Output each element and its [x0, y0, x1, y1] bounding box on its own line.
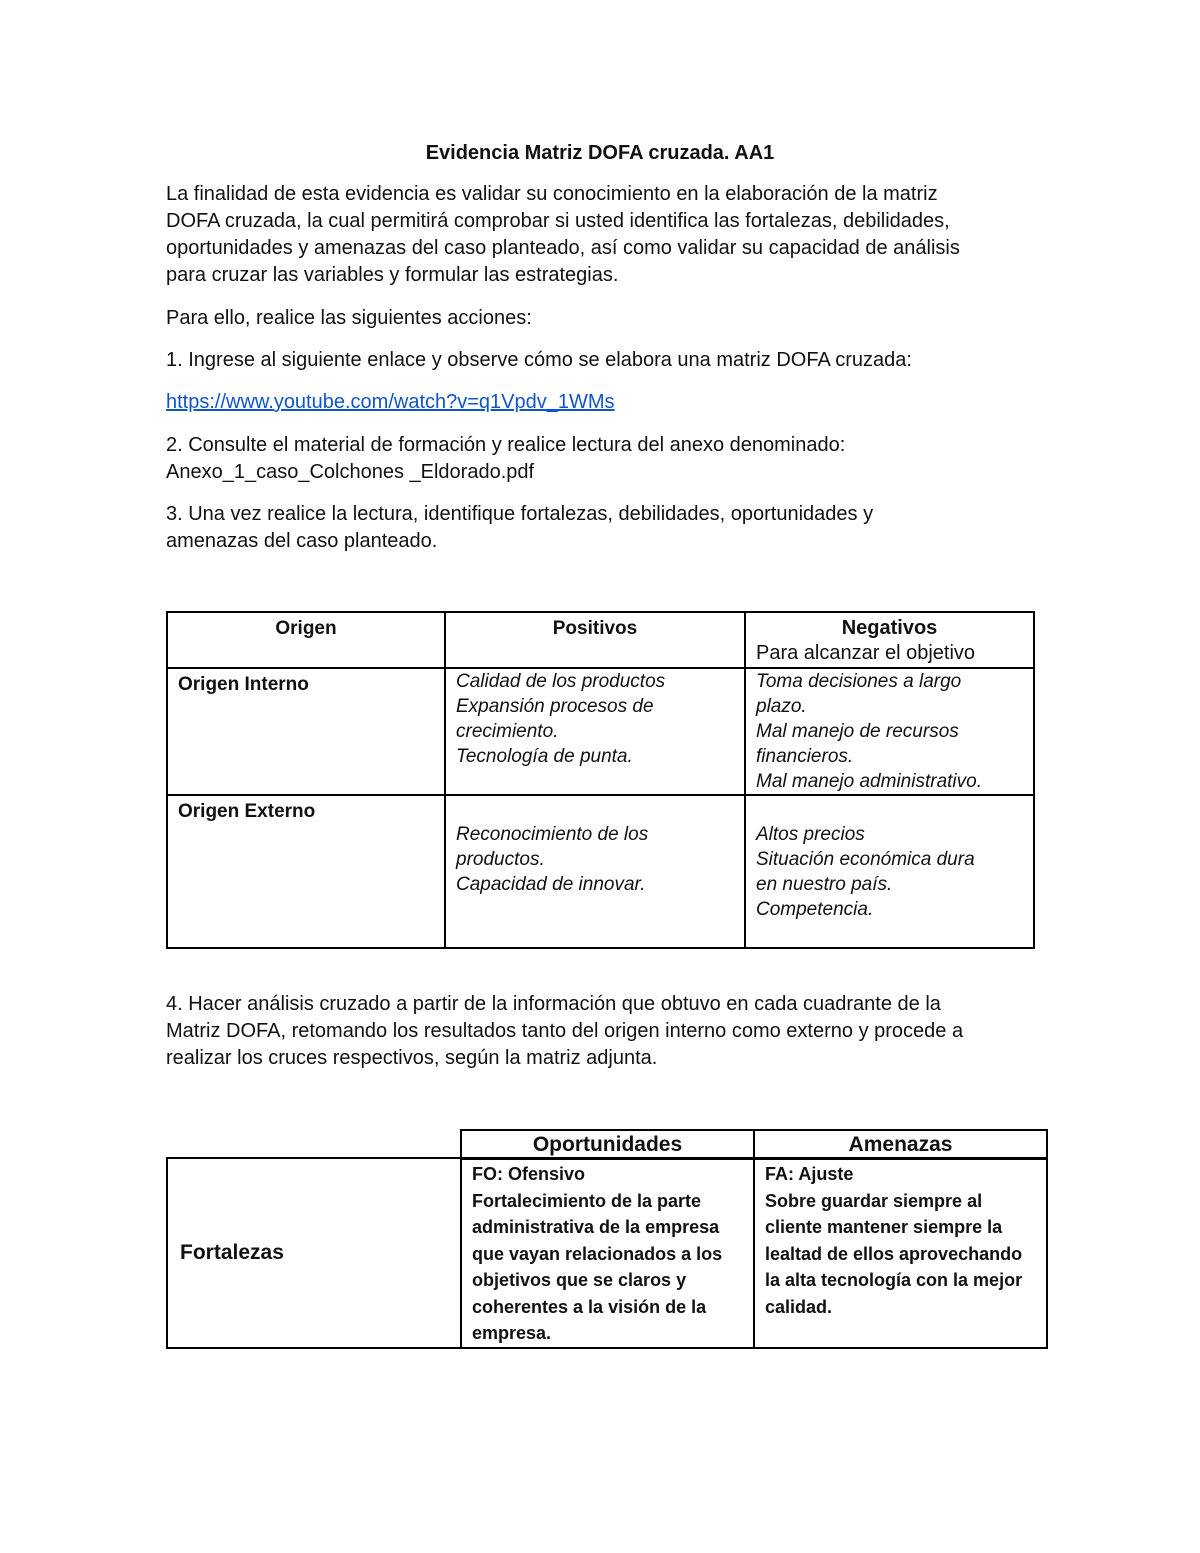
- list-item: Expansión procesos de: [456, 696, 654, 717]
- header-positivos: Positivos: [445, 612, 745, 668]
- externo-positivos: [445, 795, 745, 948]
- dofa-header-row: [167, 612, 1034, 668]
- row-label-origen-externo: Origen Externo: [167, 795, 445, 948]
- list-item: cliente mantener siempre la: [765, 1217, 1003, 1237]
- intro-line: oportunidades y amenazas del caso planteado, así como validar su capacidad de análisis: [166, 237, 960, 259]
- header-negativos-cell: [745, 612, 1034, 668]
- list-item: FO: Ofensivo: [472, 1164, 586, 1184]
- list-item: en nuestro país.: [756, 874, 893, 895]
- table-row: [167, 1158, 1047, 1348]
- step-4-text: [166, 991, 1046, 1072]
- table-row: [167, 668, 1034, 795]
- video-link[interactable]: https://www.youtube.com/watch?v=q1Vpdv_1WMs: [166, 391, 615, 413]
- list-item: Mal manejo de recursos: [756, 721, 959, 742]
- list-item: crecimiento.: [456, 721, 559, 742]
- table-row: [167, 795, 1034, 948]
- list-item: Reconocimiento de los: [456, 824, 649, 845]
- step-2-text: [166, 432, 1046, 486]
- step-2-line: 2. Consulte el material de formación y realice lectura del anexo denominado:: [166, 434, 846, 456]
- list-item: Tecnología de punta.: [456, 746, 633, 767]
- intro-line: La finalidad de esta evidencia es validar su conocimiento en la elaboración de la matriz: [166, 183, 938, 205]
- list-item: objetivos que se claros y: [472, 1270, 687, 1290]
- intro-paragraph: [166, 181, 1046, 289]
- header-negativos: Negativos: [841, 617, 938, 639]
- list-item: Mal manejo administrativo.: [756, 771, 982, 792]
- list-item: administrativa de la empresa: [472, 1217, 720, 1237]
- step-1-line: 1. Ingrese al siguiente enlace y observe cómo se elabora una matriz DOFA cruzada:: [166, 349, 912, 371]
- list-item: empresa.: [472, 1323, 552, 1343]
- list-item: Fortalecimiento de la parte: [472, 1190, 702, 1211]
- intro-line: DOFA cruzada, la cual permitirá comprobar si usted identifica las fortalezas, debilidades,: [166, 210, 950, 232]
- cross-matrix-table: [166, 1157, 1048, 1349]
- list-item: plazo.: [756, 696, 807, 717]
- interno-positivos: [445, 668, 745, 795]
- list-item: Competencia.: [756, 899, 874, 920]
- header-negativos-subtitle: Para alcanzar el objetivo: [756, 642, 976, 664]
- video-link-paragraph: [166, 389, 1046, 416]
- step-3-text: [166, 501, 1046, 555]
- step-3-line: 3. Una vez realice la lectura, identifique fortalezas, debilidades, oportunidades y: [166, 503, 874, 525]
- header-origen: Origen: [167, 612, 445, 668]
- instruction-line: Para ello, realice las siguientes acciones:: [166, 307, 532, 329]
- list-item: coherentes a la visión de la: [472, 1296, 707, 1317]
- fo-ofensivo-cell: [461, 1158, 754, 1348]
- externo-negativos: [745, 795, 1034, 948]
- list-item: FA: Ajuste: [765, 1164, 854, 1184]
- list-item: que vayan relacionados a los: [472, 1243, 723, 1264]
- list-item: Situación económica dura: [756, 849, 975, 870]
- step-2-line: Anexo_1_caso_Colchones _Eldorado.pdf: [166, 461, 535, 483]
- cross-matrix-header: [460, 1129, 1048, 1160]
- list-item: financieros.: [756, 746, 854, 767]
- step-4-line: 4. Hacer análisis cruzado a partir de la información que obtuvo en cada cuadrante de la: [166, 993, 941, 1015]
- intro-line: para cruzar las variables y formular las estrategias.: [166, 264, 619, 286]
- instruction-text: [166, 305, 1046, 332]
- list-item: Calidad de los productos: [456, 671, 666, 692]
- document-title: Evidencia Matriz DOFA cruzada. AA1: [425, 142, 775, 164]
- list-item: calidad.: [765, 1296, 833, 1317]
- list-item: Altos precios: [756, 824, 865, 845]
- list-item: productos.: [456, 849, 545, 870]
- step-3-line: amenazas del caso planteado.: [166, 530, 438, 552]
- list-item: lealtad de ellos aprovechando: [765, 1243, 1023, 1264]
- list-item: la alta tecnología con la mejor: [765, 1270, 1023, 1290]
- step-4-line: realizar los cruces respectivos, según la matriz adjunta.: [166, 1047, 658, 1069]
- header-oportunidades: Oportunidades: [461, 1130, 754, 1159]
- row-label-origen-interno: Origen Interno: [167, 668, 445, 795]
- step-1-text: [166, 347, 1046, 374]
- list-item: Sobre guardar siempre al: [765, 1190, 983, 1211]
- list-item: Toma decisiones a largo: [756, 671, 962, 692]
- list-item: Capacidad de innovar.: [456, 874, 646, 895]
- header-amenazas: Amenazas: [754, 1130, 1047, 1159]
- fa-ajuste-cell: [754, 1158, 1047, 1348]
- step-4-line: Matriz DOFA, retomando los resultados tanto del origen interno como externo y procede a: [166, 1020, 964, 1042]
- dofa-table: [166, 611, 1035, 949]
- row-label-fortalezas: Fortalezas: [167, 1158, 461, 1348]
- interno-negativos: [745, 668, 1034, 795]
